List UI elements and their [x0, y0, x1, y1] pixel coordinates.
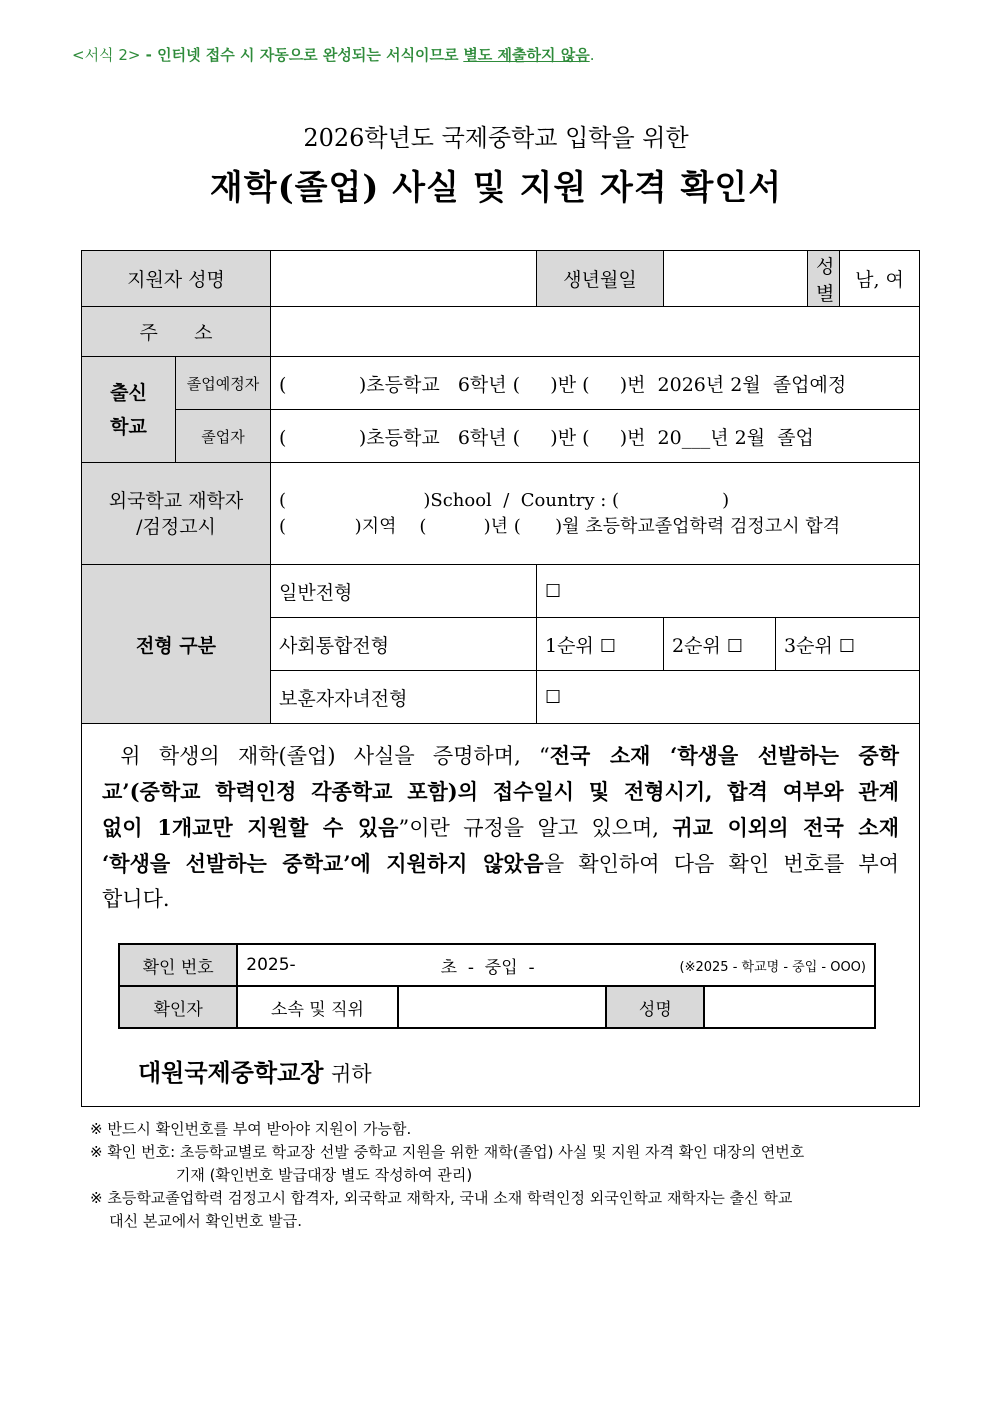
general-admission-label: 일반전형: [271, 565, 537, 618]
recipient: [138, 1053, 899, 1088]
qualification-exam-field[interactable]: ( )지역 ( )년 ( )월 초등학교졸업학력 검정고시 합격: [279, 515, 841, 537]
graduate-label: 졸업자: [176, 410, 271, 463]
birth-date-label: 생년월일: [537, 251, 664, 307]
veteran-admission-label: 보훈자자녀전형: [271, 671, 537, 724]
rank1-checkbox[interactable]: ☐: [599, 635, 616, 657]
foreign-school-field[interactable]: ( )School / Country : ( ): [279, 489, 730, 511]
address-field[interactable]: [271, 307, 920, 357]
statement-rule: 전국 소재 ‘학생을 선발하는 중학교’(중학교 학력인정 각종학교 포함)의 접수일시 및 전형시기, 합격 여부와 관계없이 1개교만 지원할 수 있음: [102, 743, 900, 840]
address-label: 주 소: [82, 307, 271, 357]
veteran-admission-checkbox[interactable]: ☐: [545, 687, 562, 708]
rank3-label: 3순위: [784, 634, 833, 657]
applicant-name-label: 지원자 성명: [82, 251, 271, 307]
notice-emphasis: 별도 제출하지 않음: [463, 46, 590, 64]
footnote-2: ※ 확인 번호: 초등학교별로 학교장 선발 중학교 지원을 위한 재학(졸업) 사실 및 지원 자격 확인 대장의 연번호 기재 (확인번호 발급대장 별도 작성하여 관리): [90, 1143, 805, 1184]
statement-declaration: 귀교 이외의 전국 소재 ‘학생을 선발하는 중학교’에 지원하지 않았음: [102, 815, 914, 876]
expected-graduate-label: 졸업예정자: [176, 357, 271, 410]
position-label: 소속 및 직위: [237, 986, 397, 1028]
form-number: <서식 2>: [72, 46, 141, 64]
confirmer-name-field[interactable]: [704, 986, 875, 1028]
confirmation-number-middle: 초 - 중입 -: [440, 957, 535, 978]
expected-graduate-field[interactable]: ( )초등학교 6학년 ( )반 ( )번 2026년 2월 졸업예정: [271, 357, 920, 410]
statement-part3: ”이란 규정을 알고 있으며,: [398, 816, 673, 840]
statement-paragraph: [102, 738, 914, 917]
confirmation-number-label: 확인 번호: [119, 944, 237, 986]
confirmer-label: 확인자: [119, 986, 237, 1028]
notice-period: .: [589, 46, 595, 64]
general-admission-checkbox[interactable]: ☐: [545, 581, 562, 602]
admission-type-label: 전형 구분: [82, 565, 271, 724]
page-title: 재학(졸업) 사실 및 지원 자격 확인서: [209, 168, 783, 208]
foreign-school-label: 외국학교 재학자 /검정고시: [82, 463, 271, 565]
social-integration-label: 사회통합전형: [271, 618, 537, 671]
footnote-1: ※ 반드시 확인번호를 부여 받아야 지원이 가능함.: [90, 1120, 412, 1138]
form-notice: [72, 44, 594, 65]
notice-text: - 인터넷 접수 시 자동으로 완성되는 서식이므로: [140, 46, 459, 64]
rank1-label: 1순위: [545, 634, 594, 657]
confirmation-number-prefix: 2025-: [246, 955, 296, 975]
statement-part1: 위 학생의 재학(졸업) 사실을 증명하며, “: [102, 744, 550, 768]
statement-part5: 을 확인하여 다음 확인 번호를 부여합니다.: [102, 852, 900, 911]
statement-section: [82, 724, 920, 1107]
footnotes: [90, 1118, 928, 1233]
rank2-label: 2순위: [672, 634, 721, 657]
origin-school-label: 출신 학교: [82, 357, 176, 463]
position-field[interactable]: [398, 986, 607, 1028]
confirmation-number-field[interactable]: [237, 944, 875, 986]
rank2-checkbox[interactable]: ☐: [726, 635, 743, 657]
footnote-3: ※ 초등학교졸업학력 검정고시 합격자, 외국학교 재학자, 국내 소재 학력인정 외국인학교 재학자는 출신 학교 대신 본교에서 확인번호 발급.: [90, 1189, 793, 1230]
birth-date-field[interactable]: [664, 251, 808, 307]
rank3-checkbox[interactable]: ☐: [838, 635, 855, 657]
gender-label: 성별: [808, 251, 840, 307]
page-subtitle: 2026학년도 국제중학교 입학을 위한: [303, 124, 689, 152]
applicant-name-field[interactable]: [271, 251, 537, 307]
confirmer-name-label: 성명: [606, 986, 704, 1028]
gender-field[interactable]: 남, 여: [840, 251, 920, 307]
recipient-suffix: 귀하: [331, 1062, 372, 1086]
confirmation-number-hint: (※2025 - 학교명 - 중입 - OOO): [679, 959, 866, 975]
application-form-table: [81, 250, 920, 1107]
graduate-field[interactable]: ( )초등학교 6학년 ( )반 ( )번 20___년 2월 졸업: [271, 410, 920, 463]
confirmation-table: [118, 943, 876, 1029]
recipient-school: 대원국제중학교장: [138, 1058, 324, 1087]
